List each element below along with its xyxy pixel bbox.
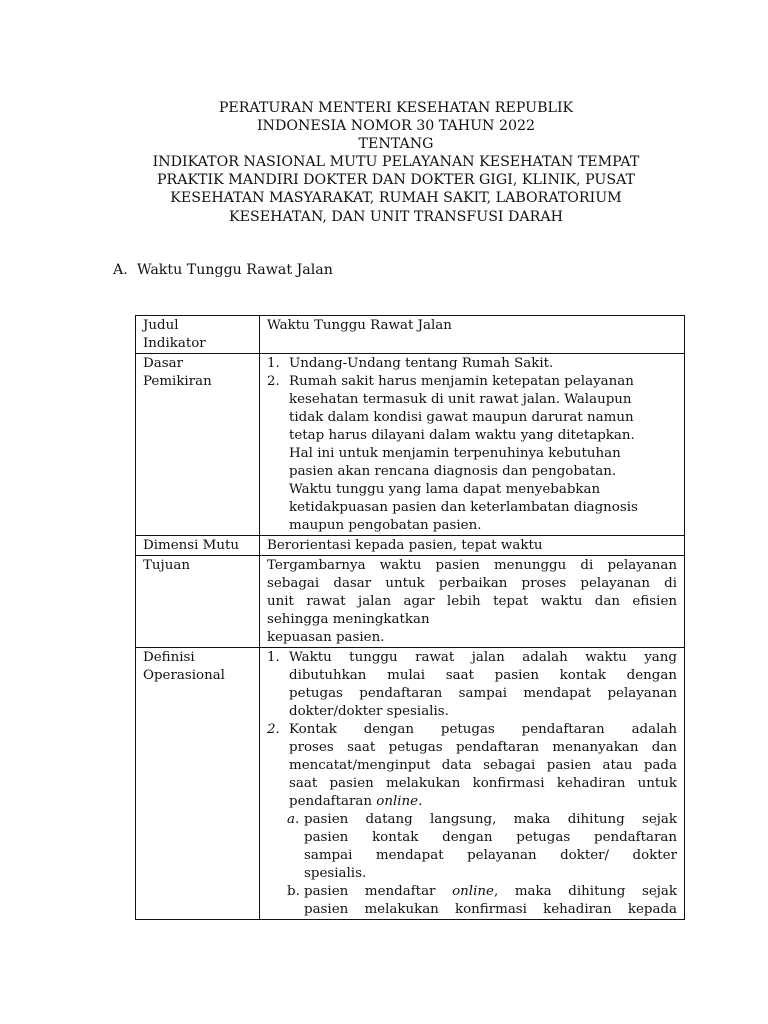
- list-line: tetap harus dilayani dalam waktu yang ditetapkan.: [289, 428, 635, 443]
- list-line: tidak dalam kondisi gawat maupun darurat namun: [289, 410, 634, 425]
- table-row: [136, 556, 685, 648]
- list-item: [267, 721, 677, 811]
- label-line: Indikator: [143, 336, 206, 351]
- title-line: PRAKTIK MANDIRI DOKTER DAN DOKTER GIGI, KLINIK, PUSAT: [156, 172, 636, 189]
- row-label-tujuan: [136, 556, 260, 648]
- section-letter: A.: [113, 262, 128, 278]
- title-line: INDIKATOR NASIONAL MUTU PELAYANAN KESEHATAN TEMPAT: [152, 154, 640, 171]
- text-run: pasien mendaftar: [304, 884, 453, 899]
- list-line: maupun pengobatan pasien.: [289, 518, 482, 533]
- table-row: [136, 648, 685, 920]
- list-line: saat pasien melakukan konfirmasi kehadiran untuk: [289, 776, 677, 791]
- paragraph-line: unit rawat jalan agar lebih tepat waktu dan efisien: [267, 594, 677, 609]
- list-item: [267, 355, 677, 373]
- list-line: pasien akan rencana diagnosis dan pengobatan.: [289, 464, 617, 479]
- italic-term: online: [376, 794, 419, 809]
- list-line: mencatat/menginput data sebagai pasien atau pada: [289, 758, 677, 773]
- list-item: [267, 373, 677, 535]
- list-marker: [287, 811, 299, 829]
- row-label-dimensi: [136, 536, 260, 556]
- text-run: pendaftaran: [289, 794, 377, 809]
- text-run: .: [418, 794, 423, 809]
- list-line: Undang-Undang tentang Rumah Sakit.: [289, 356, 554, 371]
- paragraph-line: sehingga meningkatkan: [267, 612, 430, 627]
- row-value-tujuan: [260, 556, 685, 648]
- list-line: Rumah sakit harus menjamin ketepatan pelayanan: [289, 374, 634, 389]
- list-line: [289, 793, 677, 811]
- list-line: dibutuhkan mulai saat pasien kontak dengan: [289, 668, 677, 683]
- row-label-dasar: [136, 354, 260, 536]
- list-line: spesialis.: [304, 866, 367, 881]
- label-line: Pemikiran: [143, 374, 212, 389]
- paragraph-line: kepuasan pasien.: [267, 630, 385, 645]
- list-marker-text: a.: [287, 812, 300, 827]
- list-marker-text: 2.: [267, 722, 280, 737]
- list-line: pasien kontak dengan petugas pendaftaran: [304, 830, 677, 845]
- title-line: KESEHATAN, DAN UNIT TRANSFUSI DARAH: [229, 208, 563, 225]
- list-marker: 1.: [267, 356, 280, 371]
- label-line: Tujuan: [143, 558, 190, 573]
- dasar-list: [267, 355, 677, 535]
- title-line: INDONESIA NOMOR 30 TAHUN 2022: [256, 118, 536, 135]
- label-line: Dasar: [143, 356, 183, 371]
- list-line: Waktu tunggu yang lama dapat menyebabkan: [289, 482, 601, 497]
- list-line: kesehatan termasuk di unit rawat jalan. Walaupun: [289, 392, 632, 407]
- paragraph-line: sebagai dasar untuk perbaikan proses pelayanan di: [267, 576, 677, 591]
- list-line: ketidakpuasan pasien dan keterlambatan diagnosis: [289, 500, 638, 515]
- list-line: pasien datang langsung, maka dihitung sejak: [304, 812, 677, 827]
- value-text: Berorientasi kepada pasien, tepat waktu: [267, 538, 543, 553]
- list-line: dokter/dokter spesialis.: [289, 704, 449, 719]
- list-line: sampai mendapat pelayanan dokter/ dokter: [304, 848, 677, 863]
- list-line: proses saat petugas pendaftaran menanyakan dan: [289, 740, 677, 755]
- paragraph-line: Tergambarnya waktu pasien menunggu di pelayanan: [267, 558, 677, 573]
- list-marker: b.: [287, 884, 300, 899]
- label-line: Judul: [143, 318, 179, 333]
- label-line: Dimensi Mutu: [143, 538, 240, 553]
- label-line: Operasional: [143, 668, 225, 683]
- list-line: [304, 883, 677, 901]
- text-run: , maka dihitung sejak: [493, 884, 677, 899]
- row-value-dasar: [260, 354, 685, 536]
- definisi-sublist: [267, 811, 677, 919]
- row-value-dimensi: [260, 536, 685, 556]
- section-heading: [113, 261, 333, 279]
- row-label-judul: [136, 316, 260, 354]
- list-marker: 1.: [267, 650, 280, 665]
- list-item: [267, 883, 677, 919]
- document-title: [110, 99, 682, 226]
- title-line: KESEHATAN MASYARAKAT, RUMAH SAKIT, LABORATORIUM: [170, 190, 622, 207]
- list-line: Kontak dengan petugas pendaftaran adalah: [289, 722, 677, 737]
- row-label-definisi: [136, 648, 260, 920]
- italic-term: online: [452, 884, 494, 899]
- title-line: PERATURAN MENTERI KESEHATAN REPUBLIK: [218, 100, 574, 116]
- list-marker: 2.: [267, 374, 280, 389]
- list-line: Waktu tunggu rawat jalan adalah waktu yang: [289, 650, 677, 665]
- table-row: [136, 354, 685, 536]
- row-value-judul: [260, 316, 685, 354]
- list-line: Hal ini untuk menjamin terpenuhinya kebutuhan: [289, 446, 621, 461]
- list-line: petugas pendaftaran sampai mendapat pelayanan: [289, 686, 677, 701]
- table-row: [136, 316, 685, 354]
- value-text: Waktu Tunggu Rawat Jalan: [267, 318, 452, 333]
- indicator-table: [135, 315, 685, 920]
- table-row: [136, 536, 685, 556]
- definisi-list: [267, 649, 677, 811]
- title-line: TENTANG: [358, 136, 434, 153]
- row-value-definisi: [260, 648, 685, 920]
- label-line: Definisi: [143, 650, 195, 665]
- list-marker: [267, 721, 280, 739]
- list-item: [267, 649, 677, 721]
- section-heading-text: Waktu Tunggu Rawat Jalan: [137, 262, 333, 278]
- list-item: [267, 811, 677, 883]
- list-line: pasien melakukan konfirmasi kehadiran kepada: [304, 902, 677, 917]
